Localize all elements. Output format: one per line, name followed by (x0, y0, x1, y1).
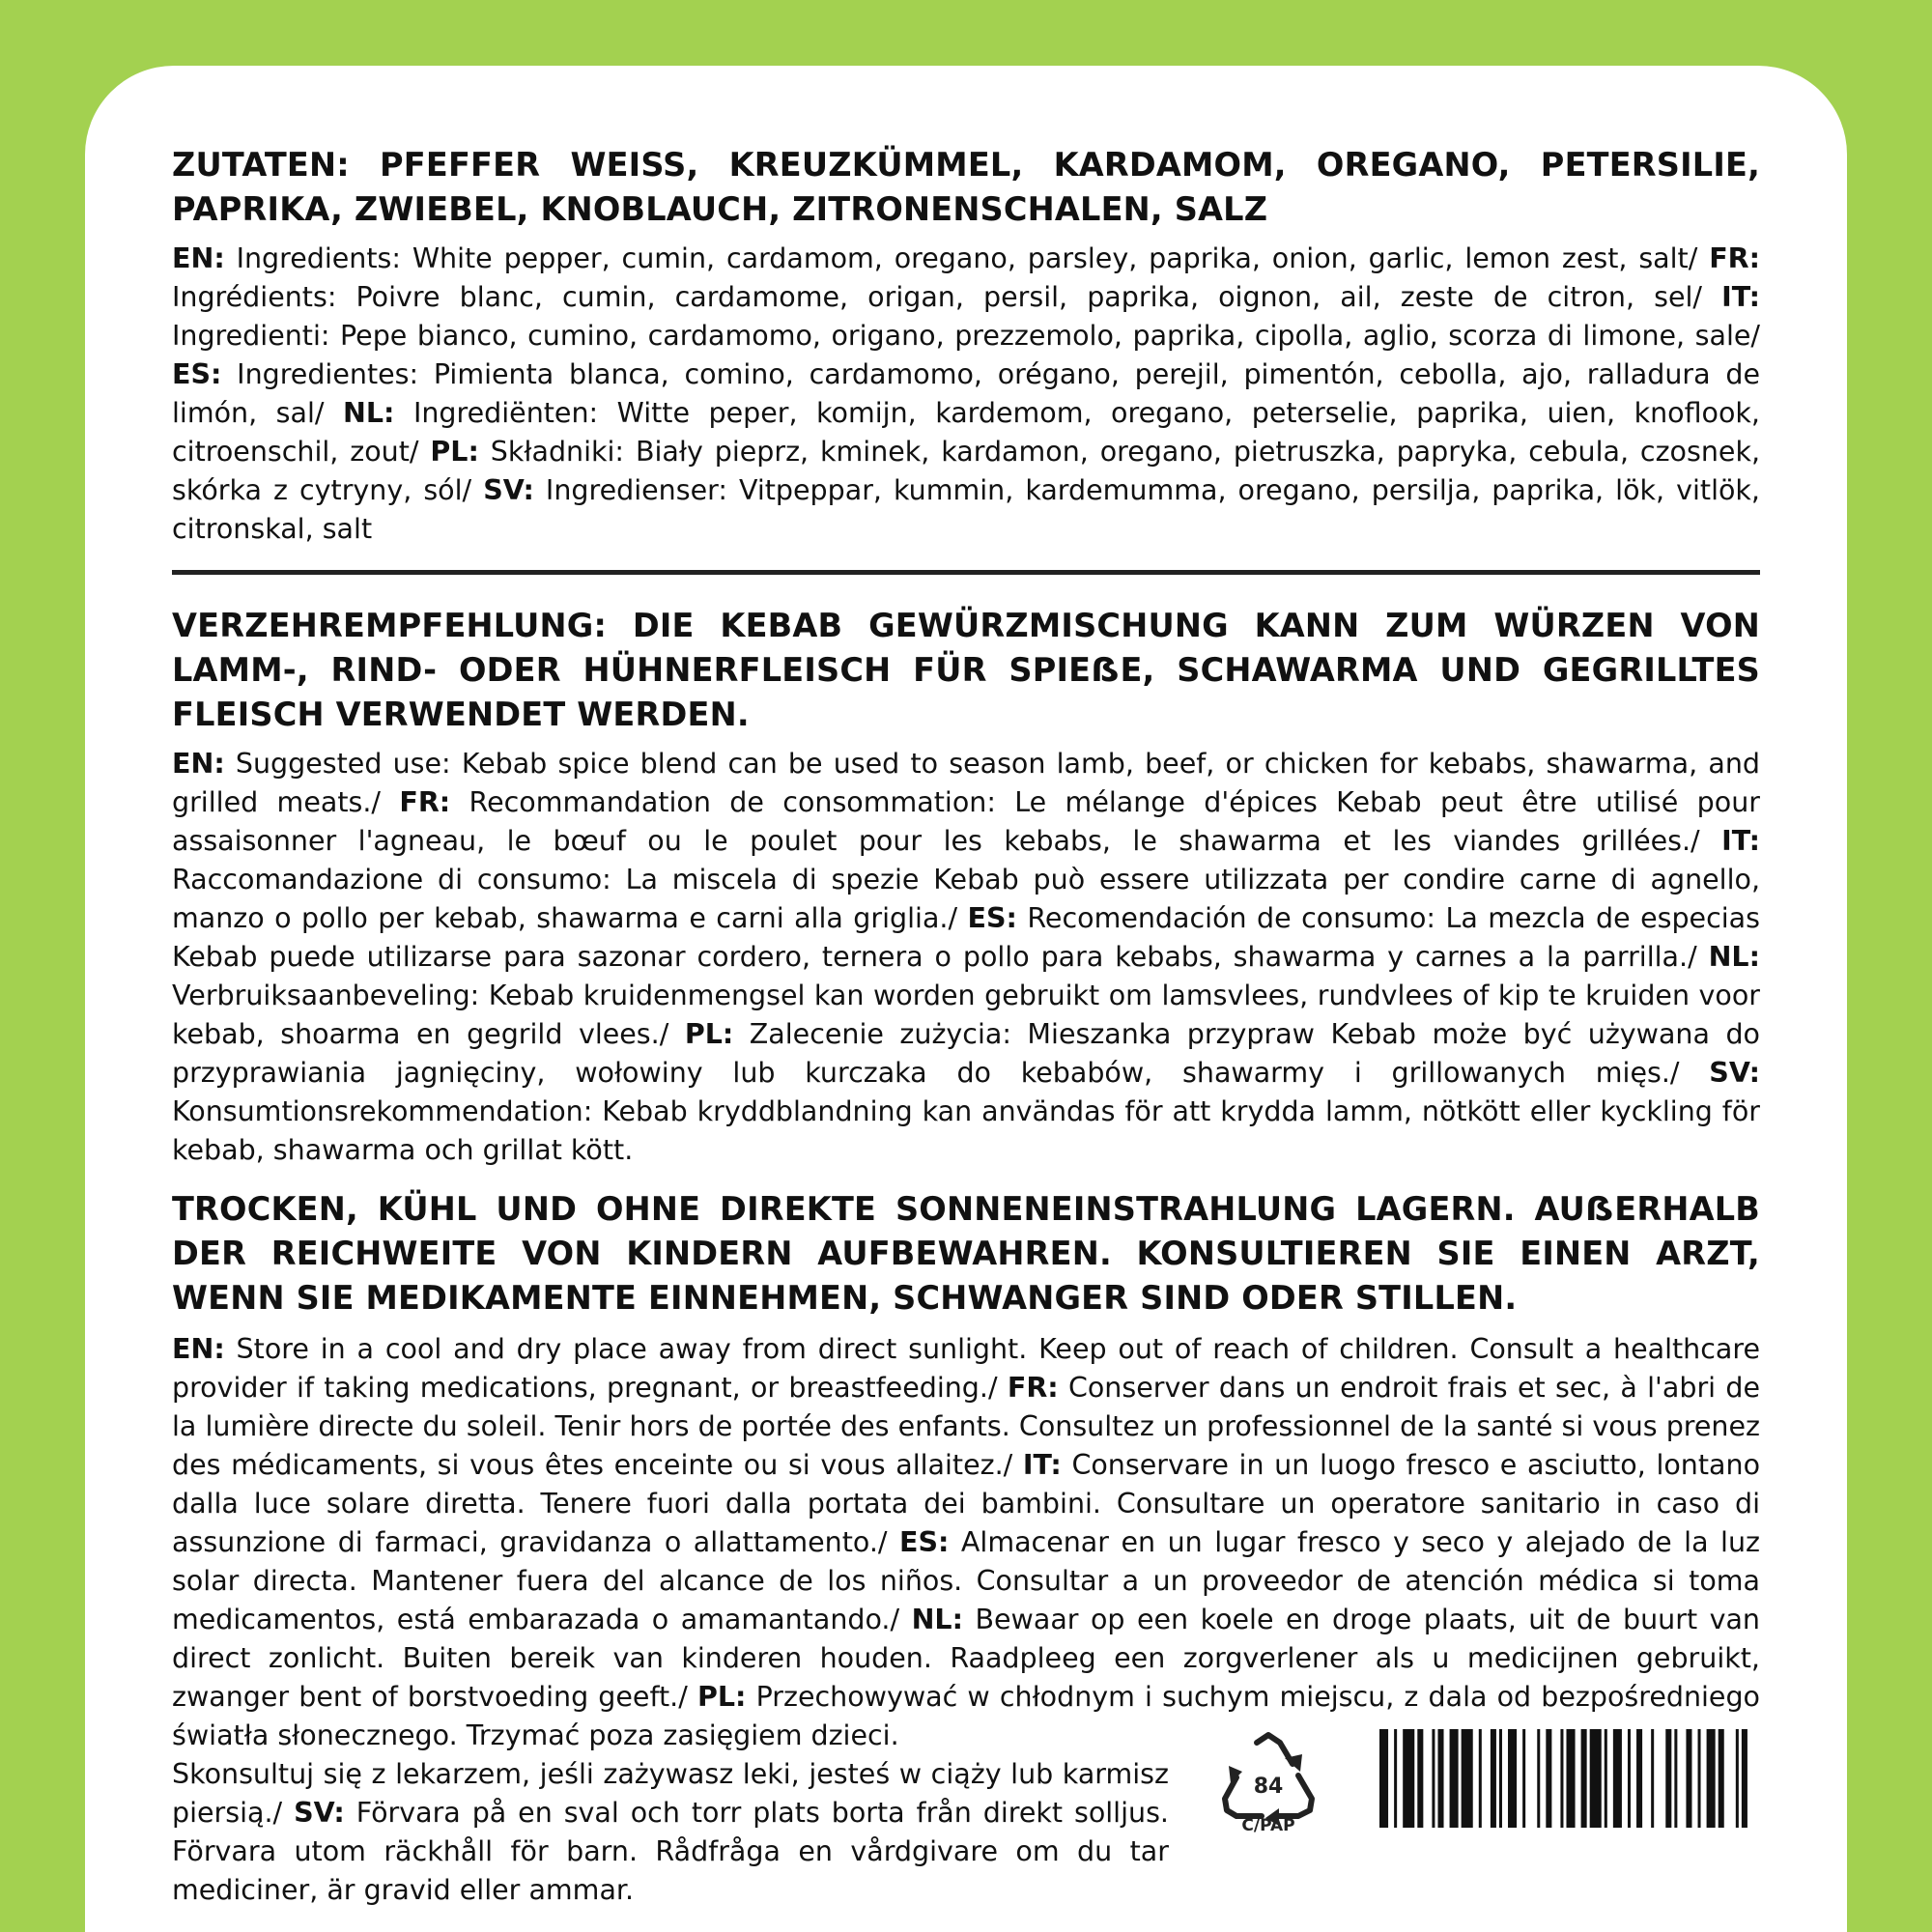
storage-en: Store in a cool and dry place away from direct sunlight. Keep out of reach of children. Consult a healthcare provider if taking medications, pregnant, or breastfeeding./ (172, 1333, 1760, 1404)
lang-tag-en: EN: (172, 1333, 225, 1365)
usage-pl: Zalecenie zużycia: Mieszanka przypraw Kebab może być używana do przyprawiania jagnięciny, wołowiny lub kurczaka do kebabów, shawarmy i grillowanych mięs./ (172, 1018, 1760, 1089)
barcode-bar (1546, 1729, 1551, 1828)
lang-tag-pl: PL: (430, 436, 479, 468)
barcode-bar (1522, 1729, 1525, 1828)
barcode-bar (1613, 1729, 1622, 1828)
ingredients-translations (172, 240, 1760, 549)
barcode-bar (1698, 1729, 1701, 1828)
lang-tag-pl: PL: (696, 1681, 747, 1713)
storage-pl-cont: Skonsultuj się z lekarzem, jeśli zażywasz leki, jesteś w ciąży lub karmisz piersią./ (172, 1758, 1169, 1829)
barcode-bar (1742, 1729, 1747, 1828)
barcode-bar (1707, 1729, 1716, 1828)
ingredients-heading: ZUTATEN: PFEFFER WEISS, KREUZKÜMMEL, KARDAMOM, OREGANO, PETERSILIE, PAPRIKA, ZWIEBEL, KNOBLAUCH, ZITRONENSCHALEN, SALZ (172, 146, 1760, 228)
lang-tag-sv: SV: (294, 1797, 345, 1829)
lang-tag-nl: NL: (1708, 941, 1760, 973)
lang-tag-fr: FR: (1709, 242, 1760, 274)
storage-translations-continued (172, 1755, 1169, 1910)
barcode-bar (1581, 1729, 1587, 1828)
lang-tag-sv: SV: (483, 474, 534, 506)
barcode-bar (1462, 1729, 1473, 1828)
barcode-bar (1590, 1729, 1602, 1828)
label-content (172, 143, 1760, 1910)
barcode-bar (1394, 1729, 1397, 1828)
barcode-bar (1403, 1729, 1414, 1828)
barcode-bar (1566, 1729, 1575, 1828)
barcode-bar (1417, 1729, 1423, 1828)
storage-es: Almacenar en un lugar fresco y seco y alejado de la luz solar directa. Mantener fuera del alcance de los niños. Consultar a un proveedor de atención médica si toma medicamentos, está embarazada o amamantando./ (172, 1526, 1760, 1635)
storage-nl: Bewaar op een koele en droge plaats, uit de buurt van direct zonlicht. Buiten bereik van kinderen houden. Raadpleeg een zorgverlener als u medicijnen gebruikt, zwanger bent of borstvoeding geeft./ (172, 1604, 1760, 1713)
usage-translations (172, 745, 1760, 1170)
recycling-label: C/PAP (1241, 1816, 1295, 1835)
barcode-bar (1508, 1729, 1517, 1828)
lang-tag-fr: FR: (1007, 1372, 1059, 1404)
usage-en: Suggested use: Kebab spice blend can be used to season lamb, beef, or chicken for kebabs, shawarma, and grilled meats./ (172, 748, 1760, 818)
storage-pl: Przechowywać w chłodnym i suchym miejscu, z dala od bezpośredniego światła słonecznego. Trzymać poza zasięgiem dzieci. (172, 1681, 1760, 1751)
barcode-bar (1719, 1729, 1724, 1828)
storage-heading: TROCKEN, KÜHL UND OHNE DIREKTE SONNENEINSTRAHLUNG LAGERN. AUẞERHALB DER REICHWEITE VON KINDERN AUFBEWAHREN. KONSULTIEREN SIE EINEN ARZT, WENN SIE MEDIKAMENTE EINNEHMEN, SCHWANGER SIND ODER STILLEN. (172, 1190, 1760, 1317)
usage-it: Raccomandazione di consumo: La miscela di spezie Kebab può essere utilizzata per condire carne di agnello, manzo o pollo per kebab, shawarma e carni alla griglia./ (172, 864, 1760, 934)
storage-it: Conservare in un luogo fresco e asciutto, lontano dalla luce solare diretta. Tenere fuori dalla portata dei bambini. Consultare un operatore sanitario in caso di assunzione di farmaci, gravidanza o allattamento./ (172, 1449, 1761, 1558)
barcode-bar (1491, 1729, 1496, 1828)
barcode-icon (1379, 1729, 1756, 1828)
usage-nl: Verbruiksaanbeveling: Kebab kruidenmengsel kan worden gebruikt om lamsvlees, rundvlees of kip te kruiden voor kebab, shoarma en gegrild vlees./ (172, 980, 1760, 1050)
barcode-bar (1499, 1729, 1502, 1828)
barcode-bar (1665, 1729, 1671, 1828)
ingredients-sv: Ingredienser: Vitpeppar, kummin, kardemumma, oregano, persilja, paprika, lök, vitlök, citronskal, salt (172, 474, 1760, 545)
lang-tag-es: ES: (967, 902, 1017, 934)
lang-tag-es: ES: (899, 1526, 950, 1558)
barcode-bar (1628, 1729, 1631, 1828)
lang-tag-en: EN: (172, 242, 225, 274)
lang-tag-fr: FR: (399, 786, 451, 818)
lang-tag-es: ES: (172, 358, 222, 390)
barcode-bar (1379, 1729, 1388, 1828)
ingredients-pl: Składniki: Biały pieprz, kminek, kardamon, oregano, pietruszka, papryka, cebula, czosnek, skórka z cytryny, sól/ (172, 436, 1761, 506)
ingredients-nl: Ingrediënten: Witte peper, komijn, kardemom, oregano, peterselie, paprika, uien, knoflook, citroenschil, zout/ (172, 397, 1760, 468)
barcode-bar (1605, 1729, 1607, 1828)
barcode-bar (1437, 1729, 1443, 1828)
storage-sv: Förvara på en sval och torr plats borta från direkt solljus. Förvara utom räckhåll för barn. Rådfråga en vårdgivare om du tar mediciner, är gravid eller ammar. (172, 1797, 1169, 1906)
barcode-bar (1674, 1729, 1677, 1828)
barcode-bar (1432, 1729, 1435, 1828)
barcode-bar (1636, 1729, 1642, 1828)
lang-tag-sv: SV: (1709, 1057, 1760, 1089)
barcode-bar (1686, 1729, 1691, 1828)
ingredients-en: Ingredients: White pepper, cumin, cardamom, oregano, parsley, paprika, onion, garlic, lemon zest, salt/ (224, 242, 1710, 274)
lang-tag-pl: PL: (684, 1018, 734, 1050)
barcode-bar (1537, 1729, 1540, 1828)
lang-tag-en: EN: (172, 748, 225, 780)
barcode-bar (1651, 1729, 1654, 1828)
lang-tag-it: IT: (1721, 825, 1760, 857)
storage-fr: Conserver dans un endroit frais et sec, à l'abri de la lumière directe du soleil. Tenir hors de portée des enfants. Consultez un professionnel de la santé si vous prenez des médicaments, si vous êtes enceinte ou si vous allaitez./ (172, 1372, 1760, 1481)
barcode-bar (1736, 1729, 1739, 1828)
barcode-bar (1479, 1729, 1482, 1828)
usage-heading: VERZEHREMPFEHLUNG: DIE KEBAB GEWÜRZMISCHUNG KANN ZUM WÜRZEN VON LAMM-, RIND- ODER HÜHNERFLEISCH FÜR SPIEẞE, SCHAWARMA UND GEGRILLTES FLEISCH VERWENDET WERDEN. (172, 607, 1760, 733)
lang-tag-nl: NL: (343, 397, 395, 429)
usage-fr: Recommandation de consommation: Le mélange d'épices Kebab peut être utilisé pour assaisonner l'agneau, le bœuf ou le poulet pour les kebabs, le shawarma et les viandes grillées./ (172, 786, 1760, 857)
lang-tag-it: IT: (1022, 1449, 1062, 1481)
barcode-bar (1450, 1729, 1459, 1828)
usage-es: Recomendación de consumo: La mezcla de especias Kebab puede utilizarse para sazonar cordero, ternera o pollo para kebabs, shawarma y carnes a la parrilla./ (172, 902, 1760, 973)
lang-tag-it: IT: (1721, 281, 1760, 313)
storage-translations (172, 1330, 1760, 1755)
usage-sv: Konsumtionsrekommendation: Kebab kryddblandning kan användas för att krydda lamm, nötkött eller kyckling för kebab, shawarma och grillat kött. (172, 1095, 1760, 1166)
barcode-bar (1560, 1729, 1563, 1828)
lang-tag-nl: NL: (911, 1604, 963, 1635)
ingredients-it: Ingredienti: Pepe bianco, cumino, cardamomo, origano, prezzemolo, paprika, cipolla, aglio, scorza di limone, sale/ (172, 320, 1760, 352)
recycling-code: 84 (1253, 1775, 1284, 1799)
ingredients-fr: Ingrédients: Poivre blanc, cumin, cardamome, origan, persil, paprika, oignon, ail, zeste de citron, sel/ (172, 281, 1722, 313)
ingredients-es: Ingredientes: Pimienta blanca, comino, cardamomo, orégano, perejil, pimentón, cebolla, ajo, ralladura de limón, sal/ (172, 358, 1760, 429)
section-divider (172, 570, 1760, 575)
